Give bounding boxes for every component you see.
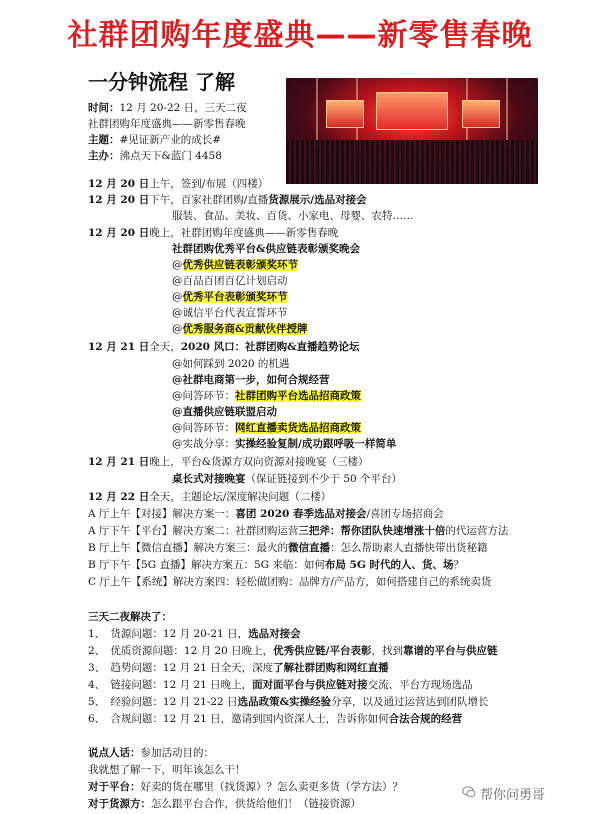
- line-text: B 厅下午【5G 直播】解决方案五：5G 来临：如何: [88, 559, 325, 571]
- line-text: 12 月 20 日: [88, 194, 150, 206]
- line-text: /喜团专场招商会: [366, 508, 444, 520]
- line-text: 怎么跟平台合作，供货给他们！（链接资源）: [151, 798, 361, 810]
- line-text: 服装、食品、美妆、百货、小家电、母婴、农特……: [172, 210, 414, 222]
- line-text: 社群团购年度盛典——新零售春晚: [88, 118, 246, 130]
- schedule-line: [172, 358, 289, 371]
- highlighted-text: 社群团购平台选品招商政策: [235, 390, 361, 402]
- highlighted-text: 优秀服务商&贡献伙伴授牌: [182, 323, 308, 335]
- line-text: 12 月 20-22 日，三天二夜: [119, 102, 247, 114]
- line-text: 全天，主题论坛/深度解决问题（二楼）: [149, 491, 332, 503]
- schedule-line: [172, 307, 288, 320]
- line-text: A 厅下午【平台】解决方案二：社群团购运营: [88, 525, 299, 537]
- line-text: @实战分享：: [172, 438, 235, 450]
- schedule-line: [88, 542, 488, 555]
- plain-line: [88, 747, 214, 760]
- line-text: 5、 经验问题：12 月 21-22 日: [88, 696, 238, 708]
- line-text: 上午，签到/布展（四楼）: [149, 178, 269, 190]
- line-text: 对于货源方：: [88, 798, 151, 810]
- line-text: 优秀供应链/平台表彰: [273, 645, 372, 657]
- line-text: 布局 5G 时代的人、货、场: [324, 559, 454, 571]
- schedule-line: [172, 243, 360, 256]
- intro-line: [88, 134, 221, 147]
- plain-line: [88, 781, 403, 794]
- intro-line: [88, 118, 246, 131]
- line-text: @如何踩到 2020 的机遇: [172, 358, 290, 370]
- intro-line: [88, 102, 247, 115]
- line-text: 喜团 2020 春季选品对接会: [235, 508, 367, 520]
- line-text: 我就想了解一下，明年该怎么干！: [88, 764, 246, 776]
- line-text: B 厅上午【微信直播】解决方案三：最火的: [88, 542, 289, 554]
- line-text: 桌长式对接晚宴: [172, 473, 246, 485]
- solved-line: [88, 611, 172, 624]
- schedule-line: [172, 210, 414, 223]
- schedule-line: [172, 406, 277, 419]
- line-text: 12 月 20 日: [88, 178, 150, 190]
- line-text: 12 月 21 日: [88, 341, 150, 353]
- line-text: 3、 趋势问题：12 月 21 日全天，深度: [88, 662, 274, 674]
- solved-line: [88, 696, 489, 709]
- schedule-line: [88, 525, 508, 538]
- line-text: 好卖的货在哪里（找货源）？怎么卖更多货（学方法）？: [140, 781, 403, 793]
- schedule-line: [88, 194, 367, 207]
- plain-line: [88, 764, 246, 777]
- line-text: 对于平台：: [88, 781, 141, 793]
- solved-line: [88, 628, 301, 641]
- line-text: @: [172, 323, 183, 335]
- line-text: 三把斧：帮你团队快速增涨十倍: [298, 525, 446, 537]
- line-text: 的代运营方法: [445, 525, 509, 537]
- page-title: 社群团购年度盛典——新零售春晚: [67, 18, 533, 53]
- watermark-text: 帮你问勇哥: [480, 788, 546, 803]
- schedule-line: [172, 275, 288, 288]
- line-text: 合法合规的经营: [388, 713, 463, 725]
- line-text: 12 月 20 日: [88, 227, 150, 239]
- line-text: 沸点天下&蓝门 4458: [119, 150, 222, 162]
- line-text: 2020 风口：社群团购&直播趋势论坛: [180, 341, 360, 353]
- schedule-line: [88, 508, 444, 521]
- schedule-line: [172, 422, 361, 435]
- line-text: 分享，以及通过运营达到团队增长: [331, 696, 489, 708]
- line-text: 三天二夜解决了：: [88, 611, 172, 623]
- line-text: ，找到: [371, 645, 404, 657]
- line-text: 货源展示/选品对接会: [268, 194, 367, 206]
- line-text: 说点人话：: [88, 747, 141, 759]
- line-text: @问答环节：: [172, 422, 235, 434]
- line-text: 晚上，平台&货源方双向资源对接晚宴（三楼）: [149, 456, 369, 468]
- line-text: 晚上，社群团购年度盛典——新零售春晚: [149, 227, 339, 239]
- line-text: 下午，百家社群团购/直播: [149, 194, 269, 206]
- solved-line: [88, 662, 389, 675]
- line-text: ？: [453, 559, 464, 571]
- line-text: A 厅上午【对接】解决方案一：: [88, 508, 236, 520]
- line-text: @问答环节：: [172, 390, 235, 402]
- solved-line: [88, 679, 473, 692]
- line-text: 2、 优质资源问题：12 月 20 日晚上，: [88, 645, 274, 657]
- line-text: 了解社群团购和网红直播: [273, 662, 389, 674]
- schedule-line: [172, 291, 288, 304]
- line-text: （保证链接到不少于 50 个平台）: [245, 473, 403, 485]
- line-text: 选品政策&实操经验: [237, 696, 332, 708]
- schedule-line: [88, 491, 331, 504]
- line-text: 12 月 22 日: [88, 491, 150, 503]
- event-stage-photo: [286, 78, 538, 184]
- line-text: 6、 合规问题：12 月 21 日，邀请到国内资深人士，告诉你如何: [88, 713, 389, 725]
- line-text: @社群电商第一步，如何合规经营: [172, 374, 330, 386]
- line-text: 参加活动目的：: [140, 747, 214, 759]
- line-text: 面对面平台与供应链对接: [252, 679, 368, 691]
- schedule-line: [88, 559, 464, 572]
- schedule-line: [172, 323, 307, 336]
- schedule-line: [88, 456, 369, 469]
- line-text: ：怎么帮助素人直播快带出货秘籍: [330, 542, 488, 554]
- line-text: 主办：: [88, 150, 120, 162]
- line-text: C 厅上午【系统】解决方案四：轻松做团购：品牌方/产品方，如何搭建自己的系统卖货: [88, 576, 492, 588]
- line-text: #见证新产业的成长#: [119, 134, 222, 146]
- highlighted-text: 优秀平台表彰颁奖环节: [182, 291, 288, 303]
- schedule-line: [172, 473, 402, 486]
- schedule-line: [172, 390, 361, 403]
- schedule-line: [88, 341, 360, 354]
- schedule-line: [172, 374, 330, 387]
- line-text: 主题：: [88, 134, 120, 146]
- schedule-line: [88, 227, 338, 240]
- line-text: 选品对接会: [248, 628, 301, 640]
- line-text: 靠谱的平台与供应链: [403, 645, 498, 657]
- line-text: 12 月 21 日: [88, 456, 150, 468]
- line-text: @直播供应链联盟启动: [172, 406, 277, 418]
- line-text: 微信直播: [288, 542, 331, 554]
- line-text: 交流、平台方现场选品: [367, 679, 473, 691]
- line-text: 4、 链接问题：12 月 21 日晚上，: [88, 679, 253, 691]
- plain-line: [88, 798, 361, 811]
- line-text: @诚信平台代表宣誓环节: [172, 307, 288, 319]
- line-text: @: [172, 291, 183, 303]
- line-text: @: [172, 259, 183, 271]
- schedule-line: [172, 438, 396, 451]
- line-text: 全天，: [149, 341, 181, 353]
- solved-line: [88, 645, 498, 658]
- page-subtitle: 一分钟流程 了解: [88, 70, 235, 94]
- line-text: 社群团购优秀平台&供应链表彰颁奖晚会: [172, 243, 360, 255]
- wechat-icon: [462, 785, 476, 799]
- schedule-line: [88, 576, 491, 589]
- schedule-line: [88, 178, 268, 191]
- line-text: 实操经验复制/成功跟呼吸一样简单: [235, 438, 397, 450]
- intro-line: [88, 150, 222, 163]
- highlighted-text: 优秀供应链表彰颁奖环节: [182, 259, 298, 271]
- solved-line: [88, 713, 462, 726]
- line-text: 时间：: [88, 102, 120, 114]
- highlighted-text: 网红直播卖货选品招商政策: [235, 422, 361, 434]
- line-text: @百品百团百亿计划启动: [172, 275, 288, 287]
- line-text: 1、 货源问题：12 月 20-21 日，: [88, 628, 249, 640]
- schedule-line: [172, 259, 298, 272]
